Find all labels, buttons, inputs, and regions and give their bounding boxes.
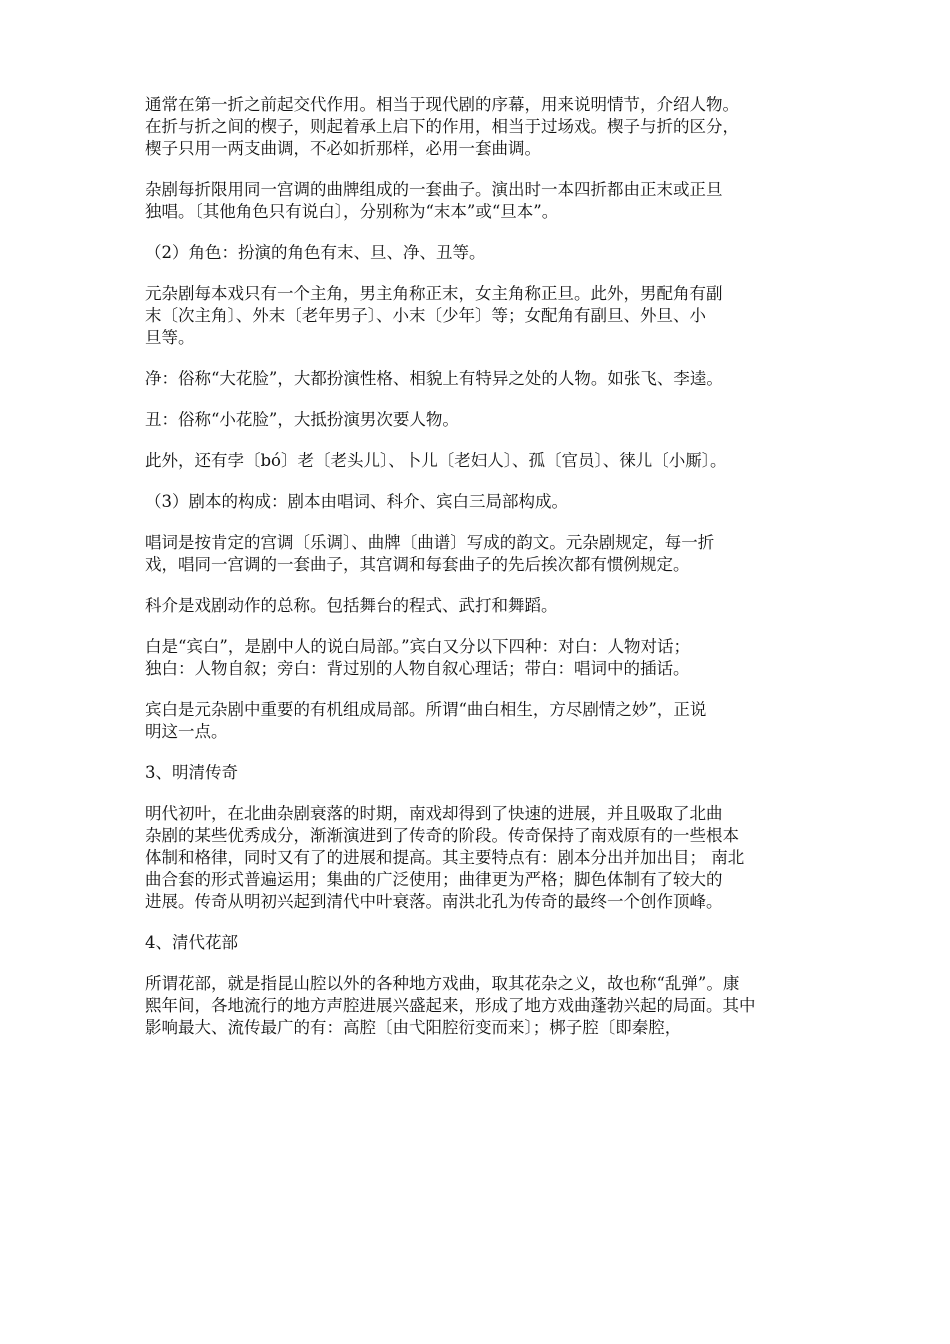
text-line: 明这一点。 — [145, 722, 228, 741]
paragraph — [145, 803, 835, 913]
text-line: 科介是戏剧动作的总称。包括舞台的程式、武打和舞蹈。 — [145, 596, 558, 615]
paragraph — [145, 242, 835, 264]
text-line: 旦等。 — [145, 328, 195, 347]
paragraph — [145, 762, 835, 784]
text-line: 末〔次主角〕、外末〔老年男子〕、小末〔少年〕等；女配角有副旦、外旦、小 — [145, 306, 706, 325]
text-line: （3）剧本的构成：剧本由唱词、科介、宾白三局部构成。 — [145, 492, 568, 511]
text-line: 3、明清传奇 — [145, 763, 238, 782]
paragraph — [145, 491, 835, 513]
paragraph — [145, 409, 835, 431]
text-line: 4、清代花部 — [145, 933, 238, 952]
text-line: 唱词是按肯定的宫调〔乐调〕、曲牌〔曲谱〕写成的韵文。元杂剧规定，每一折 — [145, 533, 715, 552]
text-line: 体制和格律，同时又有了的进展和提高。其主要特点有：剧本分出并加出目； 南北 — [145, 848, 745, 867]
text-line: 独白：人物自叙；旁白：背过别的人物自叙心理话；带白：唱词中的插话。 — [145, 659, 690, 678]
text-line: 独唱。〔其他角色只有说白〕，分别称为“末本”或“旦本”。 — [145, 202, 559, 221]
paragraph — [145, 595, 835, 617]
text-line: 所谓花部，就是指昆山腔以外的各种地方戏曲，取其花杂之义，故也称“乱弹”。康 — [145, 974, 740, 993]
text-line: 净：俗称“大花脸”，大都扮演性格、相貌上有特异之处的人物。如张飞、李逵。 — [145, 369, 723, 388]
paragraph — [145, 636, 835, 680]
text-line: 通常在第一折之前起交代作用。相当于现代剧的序幕，用来说明情节，介绍人物。 — [145, 95, 739, 114]
text-line: 进展。传奇从明初兴起到清代中叶衰落。南洪北孔为传奇的最终一个创作顶峰。 — [145, 892, 723, 911]
text-line: 熙年间，各地流行的地方声腔进展兴盛起来，形成了地方戏曲蓬勃兴起的局面。其中 — [145, 996, 756, 1015]
text-line: （2）角色：扮演的角色有末、旦、净、丑等。 — [145, 243, 486, 262]
paragraph — [145, 94, 835, 160]
text-line: 影响最大、流传最广的有：高腔〔由弋阳腔衍变而来〕；梆子腔〔即秦腔， — [145, 1018, 682, 1037]
paragraph — [145, 699, 835, 743]
text-line: 丑：俗称“小花脸”，大抵扮演男次要人物。 — [145, 410, 459, 429]
text-line: 杂剧每折限用同一宫调的曲牌组成的一套曲子。演出时一本四折都由正末或正旦 — [145, 180, 723, 199]
paragraph — [145, 283, 835, 349]
text-line: 杂剧的某些优秀成分，渐渐演进到了传奇的阶段。传奇保持了南戏原有的一些根本 — [145, 826, 739, 845]
paragraph — [145, 532, 835, 576]
text-line: 曲合套的形式普遍运用；集曲的广泛使用；曲律更为严格；脚色体制有了较大的 — [145, 870, 723, 889]
paragraph — [145, 179, 835, 223]
text-line: 在折与折之间的楔子，则起着承上启下的作用，相当于过场戏。楔子与折的区分， — [145, 117, 739, 136]
paragraph — [145, 450, 835, 472]
text-line: 此外，还有孛〔bó〕老〔老头儿〕、卜儿〔老妇人〕、孤〔官员〕、徕儿〔小厮〕。 — [145, 451, 727, 470]
text-line: 元杂剧每本戏只有一个主角，男主角称正末，女主角称正旦。此外，男配角有副 — [145, 284, 723, 303]
text-line: 楔子只用一两支曲调，不必如折那样，必用一套曲调。 — [145, 139, 541, 158]
text-line: 白是“宾白”，是剧中人的说白局部。”宾白又分以下四种：对白：人物对话； — [145, 637, 691, 656]
paragraph — [145, 973, 835, 1039]
text-line: 宾白是元杂剧中重要的有机组成局部。所谓“曲白相生，方尽剧情之妙”，正说 — [145, 700, 707, 719]
text-line: 明代初叶，在北曲杂剧衰落的时期，南戏却得到了快速的进展，并且吸取了北曲 — [145, 804, 723, 823]
paragraph — [145, 932, 835, 954]
document-body — [145, 94, 835, 1058]
paragraph — [145, 368, 835, 390]
text-line: 戏，唱同一宫调的一套曲子，其宫调和每套曲子的先后挨次都有惯例规定。 — [145, 555, 690, 574]
